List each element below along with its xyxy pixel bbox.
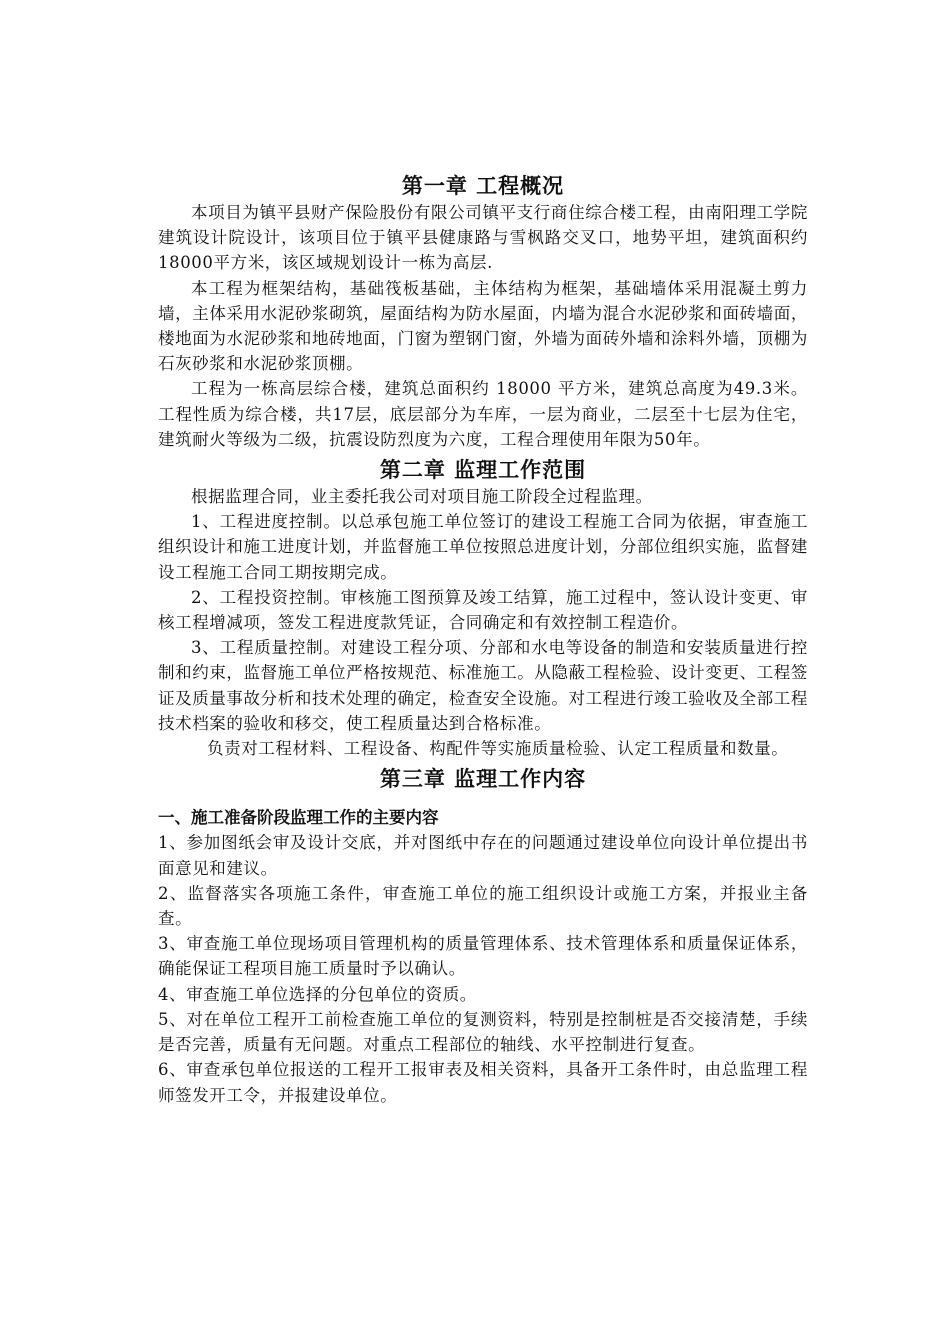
chapter-3-item: 6、审查承包单位报送的工程开工报审表及相关资料，具备开工条件时，由总监理工程师签发开工令，并报建设单位。 xyxy=(158,1060,808,1105)
chapter-2-intro: 根据监理合同，业主委托我公司对项目施工阶段全过程监理。 xyxy=(191,487,653,507)
chapter-1-title: 第一章 工程概况 xyxy=(401,173,565,198)
chapter-3-item: 1、参加图纸会审及设计交底，并对图纸中存在的问题通过建设单位向设计单位提出书面意见和建议。 xyxy=(158,833,808,878)
chapter-2-closing: 负责对工程材料、工程设备、构配件等实施质量检验、认定工程质量和数量。 xyxy=(207,739,789,759)
chapter-2-item: 2、工程投资控制。审核施工图预算及竣工结算，施工过程中，签认设计变更、审核工程增减项，签发工程进度款凭证，合同确定和有效控制工程造价。 xyxy=(158,587,808,633)
chapter-1-paragraph: 本工程为框架结构，基础筏板基础，主体结构为框架，基础墙体采用混凝土剪力墙，主体采用水泥砂浆砌筑，屋面结构为防水屋面，内墙为混合水泥砂浆和面砖墙面，楼地面为水泥砂浆和地砖地面，门窗为塑钢门窗，外墙为面砖外墙和涂料外墙，顶棚为石灰砂浆和水泥砂浆顶棚。 xyxy=(158,278,808,374)
chapter-3-item: 3、审查施工单位现场项目管理机构的质量管理体系、技术管理体系和质量保证体系，确能保证工程项目施工质量时予以确认。 xyxy=(158,934,808,979)
chapter-2-item: 3、工程质量控制。对建设工程分项、分部和水电等设备的制造和安装质量进行控制和约束，监督施工单位严格按规范、标准施工。从隐蔽工程检验、设计变更、工程签证及质量事故分析和技术处理的确定，检查安全设施。对工程进行竣工验收及全部工程技术档案的验收和移交，使工程质量达到合格标准。 xyxy=(158,638,808,733)
section-1-title: 一、施工准备阶段监理工作的主要内容 xyxy=(158,808,439,828)
chapter-3-item: 5、对在单位工程开工前检查施工单位的复测资料，特别是控制桩是否交接清楚，手续是否完善，质量有无问题。对重点工程部位的轴线、水平控制进行复查。 xyxy=(158,1009,808,1055)
chapter-2-item: 1、工程进度控制。以总承包施工单位签订的建设工程施工合同为依据，审查施工组织设计和施工进度计划，并监督施工单位按照总进度计划，分部位组织实施，监督建设工程施工合同工期按期完成。 xyxy=(158,512,808,582)
chapter-2-title: 第二章 监理工作范围 xyxy=(379,457,587,483)
document-page xyxy=(158,172,808,1108)
chapter-3-item: 4、审查施工单位选择的分包单位的资质。 xyxy=(158,984,477,1004)
chapter-1-paragraph: 本项目为镇平县财产保险股份有限公司镇平支行商住综合楼工程，由南阳理工学院建筑设计院设计，该项目位于镇平县健康路与雪枫路交叉口，地势平坦，建筑面积约18000平方米，该区域规划设计一栋为高层. xyxy=(158,203,808,273)
chapter-3-title: 第三章 监理工作内容 xyxy=(379,766,587,792)
chapter-3-item: 2、监督落实各项施工条件，审查施工单位的施工组织设计或施工方案，并报业主备查。 xyxy=(158,883,808,929)
chapter-1-paragraph: 工程为一栋高层综合楼，建筑总面积约 18000 平方米，建筑总高度为49.3米。工程性质为综合楼，共17层，底层部分为车库，一层为商业，二层至十七层为住宅，建筑耐火等级为二级，抗震设防烈度为六度，工程合理使用年限为50年。 xyxy=(158,379,808,449)
